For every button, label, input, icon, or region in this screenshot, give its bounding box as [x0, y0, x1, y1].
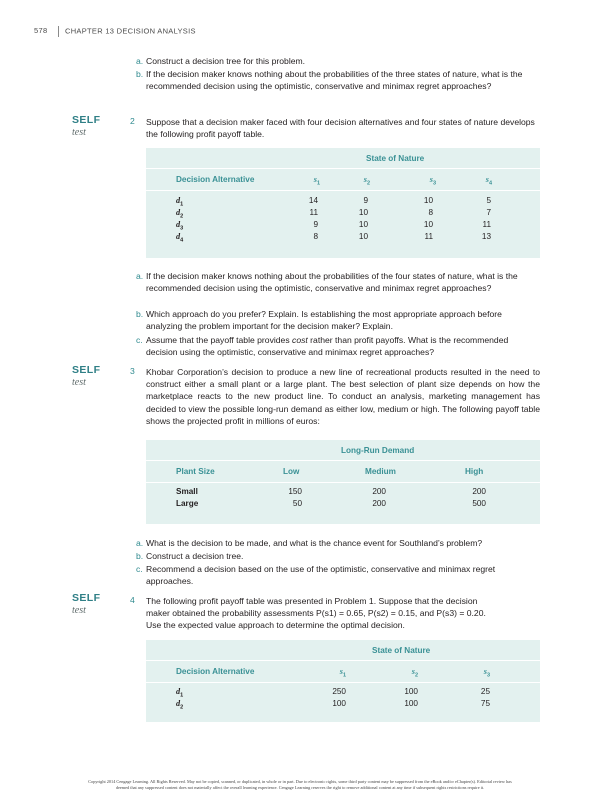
table-cell: 250 — [332, 687, 346, 696]
table-cell: 100 — [404, 699, 418, 708]
table-cell: 14 — [308, 196, 318, 205]
row-label: Small — [176, 487, 198, 496]
problem2-part-b — [136, 308, 540, 332]
column-header: Low — [283, 467, 300, 476]
part-text-emphasis: cost — [292, 335, 308, 345]
problem-number: 4 — [130, 595, 135, 605]
problem4-line2: maker obtained the probability assessments P(s1) = 0.65, P(s2) = 0.15, and P(s3) = 0.20. — [146, 608, 486, 619]
table-row-header: Decision Alternative — [176, 175, 255, 184]
table-cell: 11 — [309, 208, 318, 217]
table-cell: 100 — [404, 687, 418, 696]
problem1-part-a — [136, 55, 540, 67]
self-label: SELF — [72, 592, 101, 604]
problem4-line1: The following profit payoff table was presented in Problem 1. Suppose that the decision — [146, 596, 478, 606]
table-cell: 25 — [480, 687, 490, 696]
table-cell: 11 — [424, 232, 433, 241]
self-test-marker — [72, 364, 100, 388]
part-text: Construct a decision tree. — [146, 551, 244, 561]
problem3-part-c — [136, 563, 540, 587]
column-header: $s_3$ — [429, 175, 436, 187]
table-cell: 200 — [372, 487, 386, 496]
table-cell: 50 — [292, 499, 302, 508]
table-cell: 9 — [313, 220, 318, 229]
table-cell: 7 — [486, 208, 491, 217]
part-letter: b. — [136, 309, 144, 319]
column-header: $s_2$ — [411, 667, 418, 679]
part-letter: a. — [136, 56, 144, 66]
part-letter: a. — [136, 271, 144, 281]
table-cell: 5 — [486, 196, 491, 205]
footer-line-1: Copyright 2014 Cengage Learning. All Rights Reserved. May not be copied, scanned, or duplicated, in whole or in part. Due to electronic rights, some third party content may be suppressed from the eBook and/or eChapter(s). Editorial review has — [88, 779, 512, 784]
problem-number: 3 — [130, 366, 135, 376]
column-header: $s_1$ — [339, 667, 346, 679]
table-row-header: Plant Size — [176, 467, 215, 476]
part-text: Construct a decision tree for this problem. — [146, 56, 306, 66]
row-label: Large — [176, 499, 199, 508]
table-cell: 200 — [372, 499, 386, 508]
table-cell: 150 — [288, 487, 302, 496]
table-cell: 10 — [423, 196, 433, 205]
problem2-part-c — [136, 334, 540, 358]
table-cell: 11 — [482, 220, 491, 229]
problem3-part-a — [136, 537, 540, 549]
payoff-table-1 — [146, 148, 540, 258]
part-text-post: rather than profit payoffs. What is the recommended decision using the optimistic, conservative and minimax regret approaches? — [146, 335, 509, 358]
payoff-table-3 — [146, 640, 540, 722]
part-text: If the decision maker knows nothing about the probabilities of the three states of nature, what is the recommended decision using the optimistic, conservative and minimax regret approaches? — [146, 69, 523, 92]
table-cell: 10 — [358, 232, 368, 241]
problem3-part-b — [136, 550, 540, 562]
row-label: $d_2$ — [176, 208, 184, 220]
part-letter: a. — [136, 538, 144, 548]
row-label: $d_2$ — [176, 699, 184, 711]
part-letter: c. — [136, 335, 143, 345]
part-letter: b. — [136, 551, 144, 561]
table-row-header: Decision Alternative — [176, 667, 255, 676]
table-cell: 500 — [472, 499, 486, 508]
table-cell: 10 — [423, 220, 433, 229]
table-group-header: State of Nature — [372, 646, 431, 655]
row-label: $d_3$ — [176, 220, 184, 232]
self-test-marker — [72, 592, 100, 616]
chapter-title: CHAPTER 13 DECISION ANALYSIS — [65, 26, 196, 36]
part-text: Which approach do you prefer? Explain. Is establishing the most appropriate approach before analyzing the problem important for the decision maker? Explain. — [146, 309, 502, 332]
payoff-table-2 — [146, 440, 540, 524]
table-cell: 9 — [363, 196, 368, 205]
page-number: 578 — [34, 26, 48, 36]
column-header: $s_3$ — [483, 667, 490, 679]
table-group-header: State of Nature — [366, 154, 425, 163]
problem-number: 2 — [130, 116, 135, 126]
table-cell: 8 — [428, 208, 433, 217]
table-cell: 13 — [481, 232, 491, 241]
table-group-header: Long-Run Demand — [341, 446, 415, 455]
table-cell: 8 — [313, 232, 318, 241]
problem1-part-b — [136, 68, 540, 92]
part-text: If the decision maker knows nothing about the probabilities of the four states of nature, what is the recommended decision using the optimistic, conservative and minimax regret approaches? — [146, 271, 518, 294]
problem2-part-a — [136, 270, 540, 294]
column-header: $s_1$ — [313, 175, 320, 187]
header-divider — [58, 26, 59, 37]
copyright-footer — [34, 779, 566, 791]
part-text: What is the decision to be made, and what is the chance event for Southland’s problem? — [146, 538, 483, 548]
test-label: test — [72, 377, 86, 388]
self-label: SELF — [72, 114, 101, 126]
row-label: $d_1$ — [176, 196, 184, 208]
self-test-marker — [72, 114, 100, 138]
table-cell: 200 — [472, 487, 486, 496]
part-text-pre: Assume that the payoff table provides — [146, 335, 293, 345]
row-label: $d_1$ — [176, 687, 184, 699]
test-label: test — [72, 605, 86, 616]
column-header: $s_4$ — [485, 175, 492, 187]
column-header: High — [465, 467, 484, 476]
column-header: Medium — [365, 467, 396, 476]
problem4-line3: Use the expected value approach to determine the optimal decision. — [146, 620, 405, 631]
problem4-text — [146, 595, 540, 632]
part-letter: b. — [136, 69, 144, 79]
self-label: SELF — [72, 364, 101, 376]
column-header: $s_2$ — [363, 175, 370, 187]
footer-line-2: deemed that any suppressed content does not materially affect the overall learning experience. Cengage Learning reserves the right to remove additional content at any time if subsequent rights restrictions require it. — [115, 785, 485, 790]
table-cell: 75 — [480, 699, 490, 708]
table-cell: 10 — [358, 208, 368, 217]
part-letter: c. — [136, 564, 143, 574]
page-header — [34, 26, 196, 37]
problem3-text: Khobar Corporation’s decision to produce a new line of recreational products resulted in the need to construct either a small plant or a large plant. The best selection of plant size depends on how the marketplace reacts to the new product line. To conduct an analysis, marketing management has decided to view the possible long-run demand as either low, medium or high. The following payoff table shows the projected profit in millions of euros: — [146, 367, 540, 426]
part-text: Recommend a decision based on the use of the optimistic, conservative and minimax regret approaches. — [146, 564, 496, 587]
table-cell: 10 — [358, 220, 368, 229]
row-label: $d_4$ — [176, 232, 184, 244]
problem2-text: Suppose that a decision maker faced with four decision alternatives and four states of nature develops the following profit payoff table. — [146, 117, 535, 140]
test-label: test — [72, 127, 86, 138]
table-cell: 100 — [332, 699, 346, 708]
